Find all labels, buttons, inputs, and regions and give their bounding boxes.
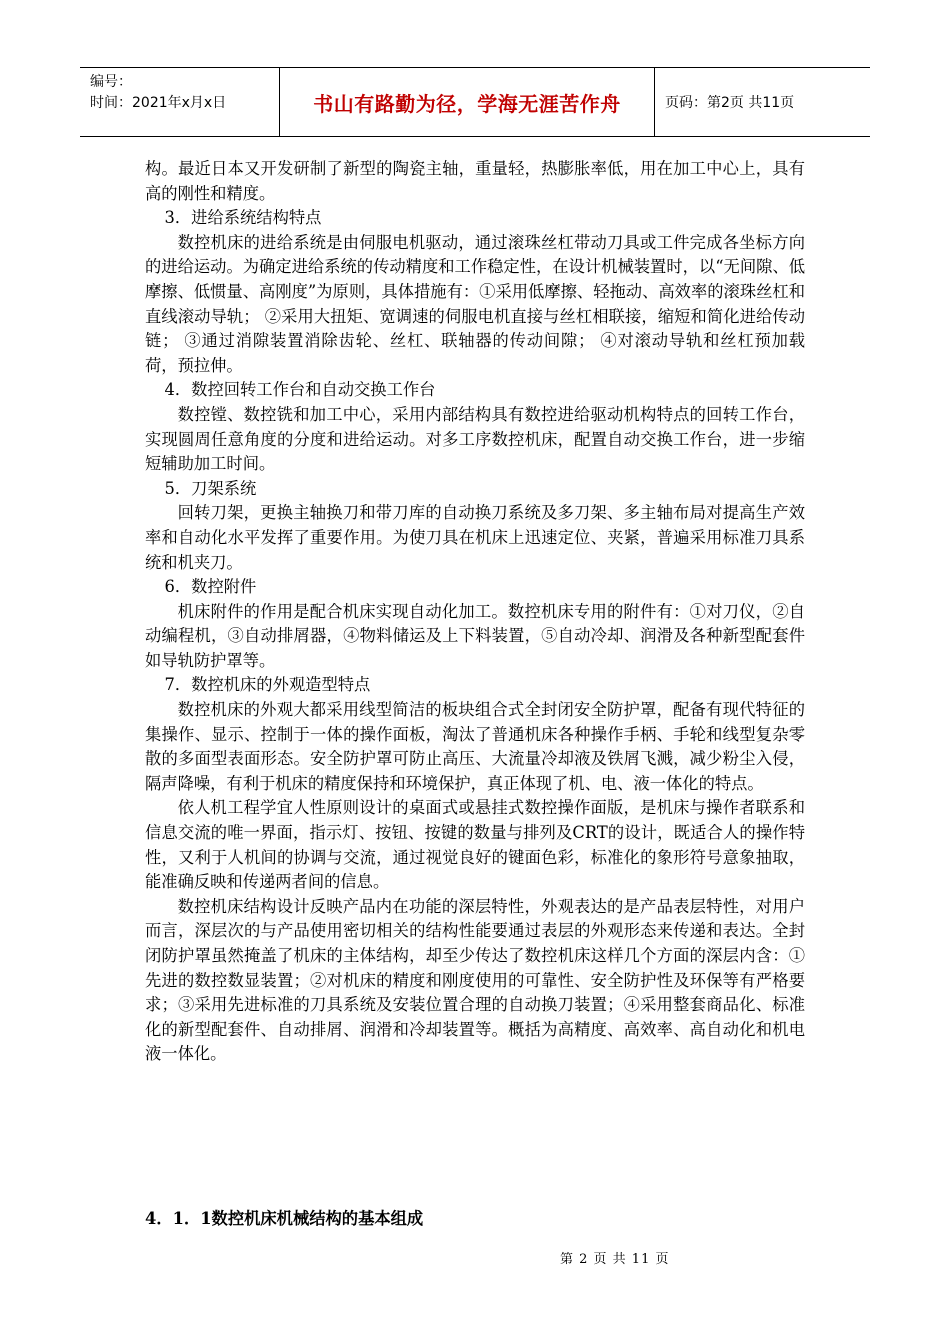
section-title: 4．1．1数控机床机械结构的基本组成	[145, 1209, 424, 1228]
paragraph: 回转刀架，更换主轴换刀和带刀库的自动换刀系统及多刀架、多主轴布局对提高生产效率和自动化水平发挥了重要作用。为使刀具在机床上迅速定位、夹紧，普遍采用标准刀具系统和机夹刀。	[145, 503, 805, 572]
paragraph: 依人机工程学宜人性原则设计的桌面式或悬挂式数控操作面版，是机床与操作者联系和信息交流的唯一界面，指示灯、按钮、按键的数量与排列及CRT的设计，既适合人的操作特性，又利于人机间的协调与交流，通过视觉良好的键面色彩，标准化的象形符号意象抽取，能准确反映和传递两者间的信息。	[145, 798, 805, 892]
subheading-rotary-table: 4．数控回转工作台和自动交换工作台	[164, 380, 436, 400]
subheading-appearance: 7．数控机床的外观造型特点	[164, 675, 371, 695]
paragraph: 机床附件的作用是配合机床实现自动化加工。数控机床专用的附件有：①对刀仪，②自动编程机，③自动排屑器，④物料储运及上下料装置，⑤自动冷却、润滑及各种新型配套件如导轨防护罩等。	[145, 601, 805, 670]
subheading-accessories: 6．数控附件	[164, 577, 257, 597]
page-header	[80, 67, 870, 137]
page-footer: 第 2 页 共 11 页	[560, 1252, 670, 1267]
paragraph: 数控机床的外观大都采用线型简洁的板块组合式全封闭安全防护罩，配备有现代特征的集操作、显示、控制于一体的操作面板，淘汰了普通机床各种操作手柄、手轮和线型复杂零散的多面型表面形态。安全防护罩可防止高压、大流量冷却液及铁屑飞溅，减少粉尘入侵，隔声降噪，有利于机床的精度保持和环境保护，真正体现了机、电、液一体化的特点。	[145, 700, 805, 793]
paragraph-continuation: 构。最近日本又开发研制了新型的陶瓷主轴，重量轻，热膨胀率低，用在加工中心上，具有高的刚性和精度。	[145, 159, 805, 203]
header-motto-cell	[280, 68, 655, 136]
header-page-cell	[655, 68, 870, 136]
body-text	[145, 157, 805, 1067]
subheading-feed-system: 3．进给系统结构特点	[164, 208, 322, 228]
paragraph: 数控镗、数控铣和加工中心，采用内部结构具有数控进给驱动机构特点的回转工作台，实现圆周任意角度的分度和进给运动。对多工序数控机床，配置自动交换工作台，进一步缩短辅助加工时间。	[145, 404, 805, 474]
subheading-tool-system: 5．刀架系统	[164, 478, 257, 498]
date-label: 时间：2021年x月x日	[90, 95, 227, 111]
page-label: 页码：第2页 共11页	[665, 95, 795, 111]
header-meta	[80, 68, 280, 136]
paragraph: 数控机床结构设计反映产品内在功能的深层特性，外观表达的是产品表层特性，对用户而言，深层次的与产品使用密切相关的结构性能要通过表层的外观形态来传递和表达。全封闭防护罩虽然掩盖了机床的主体结构，却至少传达了数控机床这样几个方面的深层内含：①先进的数控数显装置；②对机床的精度和刚度使用的可靠性、安全防护性及环保等有严格要求；③采用先进标准的刀具系统及安装位置合理的自动换刀装置；④采用整套商品化、标准化的新型配套件、自动排屑、润滑和冷却装置等。概括为高精度、高效率、高自动化和机电液一体化。	[145, 896, 805, 1064]
paragraph: 数控机床的进给系统是由伺服电机驱动，通过滚珠丝杠带动刀具或工件完成各坐标方向的进给运动。为确定进给系统的传动精度和工作稳定性，在设计机械装置时，以“无间隙、低摩擦、低惯量、高刚度”为原则，具体措施有：①采用低摩擦、轻拖动、高效率的滚珠丝杠和直线滚动导轨； ②采用大扭矩、宽调速的伺服电机直接与丝杠相联接，缩短和简化进给传动链； ③通过消隙装置消除齿轮、丝杠、联轴器的传动间隙； ④对滚动导轨和丝杠预加载荷，预拉伸。	[145, 232, 805, 375]
motto-text: 书山有路勤为径，学海无涯苦作舟	[313, 91, 621, 116]
number-label: 编号：	[90, 74, 132, 90]
